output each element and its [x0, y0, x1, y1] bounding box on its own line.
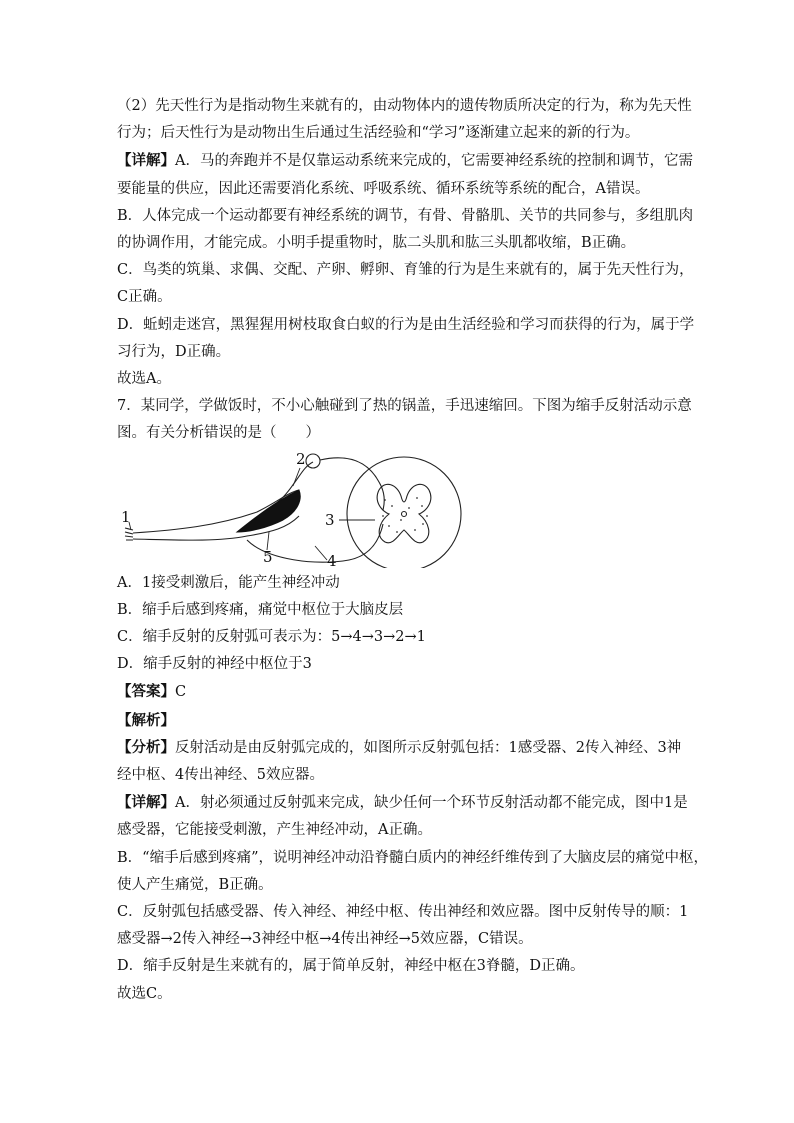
q7-detail-line-4: 使人产生痛觉，B正确。	[117, 876, 273, 893]
q7-stem-line-2: 图。有关分析错误的是（ ）	[117, 425, 320, 442]
q6-detail-line-8: 习行为，D正确。	[117, 343, 231, 360]
q6-innate-behavior-line-1: （2）先天性行为是指动物生来就有的，由动物体内的遗传物质所决定的行为，称为先天性	[117, 98, 692, 114]
hand-fingers	[125, 528, 133, 540]
q6-detail-line-1: 【详解】A．马的奔跑并不是仅靠运动系统来完成的，它需要神经系统的控制和调节，它需	[117, 152, 693, 170]
label-efferent-nerve: 4	[327, 551, 337, 568]
effector-muscle	[237, 490, 300, 532]
ganglion	[306, 454, 320, 468]
q6-detail-line-4: 的协调作用，才能完成。小明手提重物时，肱二头肌和肱三头肌都收缩，B正确。	[117, 235, 636, 252]
q6-detail-line-5: C．鸟类的筑巢、求偶、交配、产卵、孵卵、育雏的行为是生来就有的，属于先天性行为，	[117, 262, 694, 279]
q7-detail-line-1: 【详解】A．射必须通过反射弧来完成，缺少任何一个环节反射活动都不能完成，图中1是	[117, 794, 688, 812]
spinal-cord	[347, 457, 461, 568]
central-canal	[402, 511, 407, 516]
q6-detail-line-3: B．人体完成一个运动都要有神经系统的调节，有骨、骨骼肌、关节的共同参与，多组肌肉	[117, 207, 694, 224]
reflex-arc-diagram	[117, 450, 682, 568]
q6-innate-behavior-line-2: 行为；后天性行为是动物出生后通过生活经验和“学习”逐渐建立起来的新的行为。	[117, 125, 640, 142]
q7-detail-line-6: 感受器→2传入神经→3神经中枢→4传出神经→5效应器，C错误。	[117, 931, 533, 948]
q7-option-a: A．1接受刺激后，能产生神经冲动	[117, 574, 340, 591]
q6-detail-line-6: C正确。	[117, 289, 172, 306]
q7-detail-line-5: C．反射弧包括感受器、传入神经、神经中枢、传出神经和效应器。图中反射传导的顺：1	[117, 904, 689, 921]
q7-stem-line-1: 7．某同学，学做饭时，不小心触碰到了热的锅盖，手迅速缩回。下图为缩手反射活动示意	[117, 398, 692, 415]
gray-matter-dots	[382, 497, 428, 533]
fenxi-label: 【分析】	[117, 738, 175, 756]
q7-option-d: D．缩手反射的神经中枢位于3	[117, 656, 312, 673]
q6-detail-line-2: 要能量的供应，因此还需要消化系统、呼吸系统、循环系统等系统的配合，A错误。	[117, 180, 650, 197]
q7-detail-line-3: B．“缩手后感到疼痛”，说明神经冲动沿脊髓白质内的神经纤维传到了大脑皮层的痛觉中枢，	[117, 849, 708, 866]
q7-conclusion: 故选C。	[117, 985, 172, 1002]
detail-label: 【详解】	[117, 152, 175, 170]
q7-fenxi-line-1: 【分析】反射活动是由反射弧完成的，如图所示反射弧包括：1感受器、2传入神经、3神	[117, 738, 682, 756]
q7-detail-line-2: 感受器，它能接受刺激，产生神经冲动，A正确。	[117, 822, 432, 839]
q7-detail-line-7: D．缩手反射是生来就有的，属于简单反射，神经中枢在3脊髓，D正确。	[117, 958, 585, 975]
label-nerve-center: 3	[325, 510, 335, 529]
q7-analysis-title: 【解析】	[117, 711, 175, 729]
label-receptor: 1	[121, 507, 131, 526]
q6-conclusion: 故选A。	[117, 371, 171, 388]
label-afferent-nerve: 2	[296, 449, 306, 468]
q7-option-b: B．缩手后感到疼痛，痛觉中枢位于大脑皮层	[117, 601, 404, 618]
document-content	[117, 93, 708, 1008]
q7-answer	[117, 678, 682, 706]
q7-option-c: C．缩手反射的反射弧可表示为：5→4→3→2→1	[117, 629, 426, 646]
q6-detail-line-7: D．蚯蚓走迷宫，黑猩猩用树枝取食白蚁的行为是由生活经验和学习而获得的行为，属于学	[117, 316, 695, 333]
label-effector: 5	[263, 547, 273, 566]
q7-detail-label: 【详解】	[117, 794, 175, 812]
reflex-arc-figure	[117, 450, 497, 568]
answer-value: C	[175, 684, 187, 701]
gray-matter	[377, 484, 431, 542]
answer-label: 【答案】	[117, 683, 175, 701]
q7-fenxi-line-2: 经中枢、4传出神经、5效应器。	[117, 767, 324, 784]
